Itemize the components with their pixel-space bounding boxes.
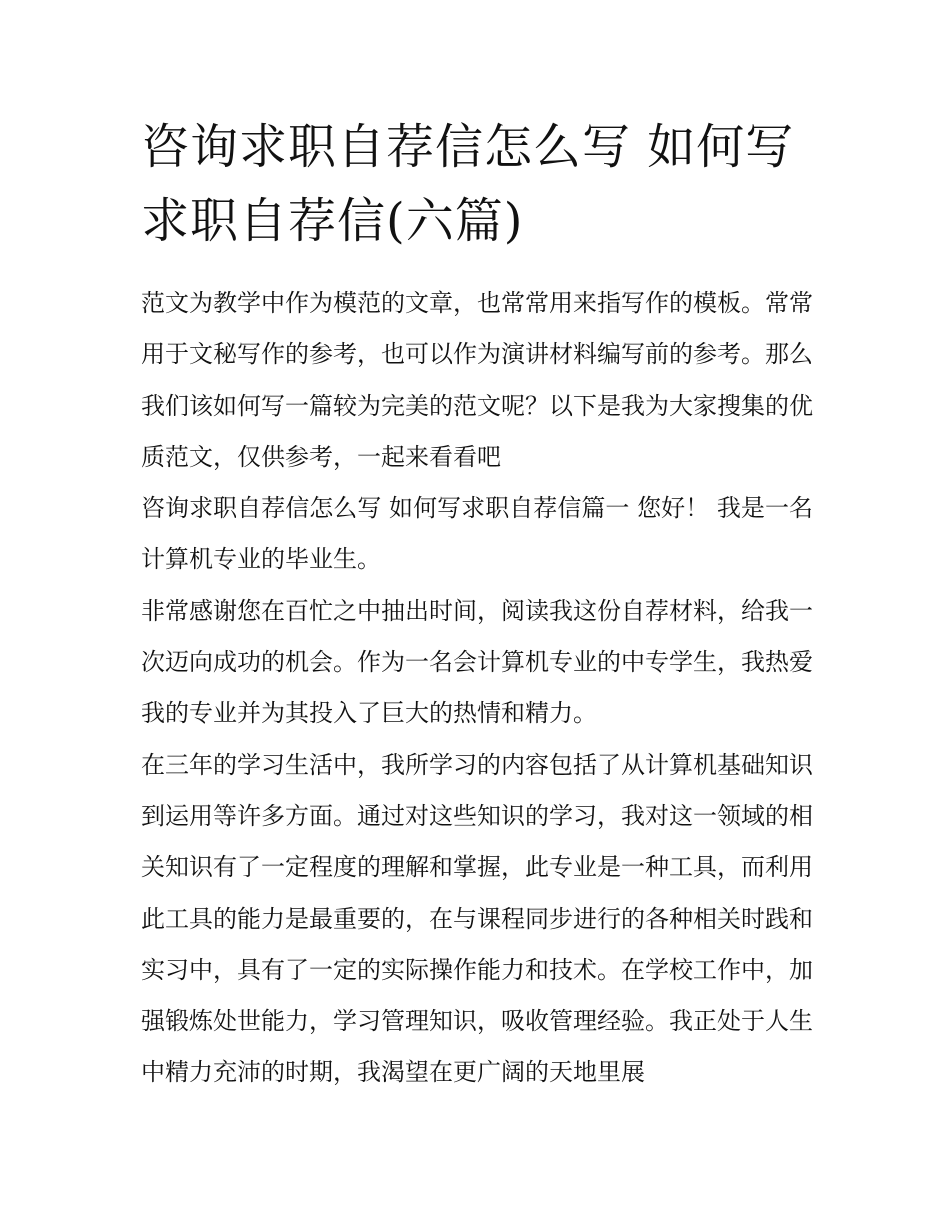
document-page xyxy=(141,110,813,1099)
paragraph-thanks: 非常感谢您在百忙之中抽出时间，阅读我这份自荐材料，给我一次迈向成功的机会。作为一名会计算机专业的中专学生，我热爱我的专业并为其投入了巨大的热情和精力。 xyxy=(141,596,813,728)
paragraph-intro: 范文为教学中作为模范的文章，也常常用来指写作的模板。常常用于文秘写作的参考，也可以作为演讲材料编写前的参考。那么我们该如何写一篇较为完美的范文呢？以下是我为大家搜集的优质范文，仅供参考，一起来看看吧 xyxy=(141,289,813,471)
paragraph-study: 在三年的学习生活中，我所学习的内容包括了从计算机基础知识到运用等许多方面。通过对这些知识的学习，我对这一领域的相关知识有了一定程度的理解和掌握，此专业是一种工具，而利用此工具的能力是最重要的，在与课程同步进行的各种相关时践和实习中，具有了一定的实际操作能力和技术。在学校工作中，加强锻炼处世能力，学习管理知识，吸收管理经验。我正处于人生中精力充沛的时期，我渴望在更广阔的天地里展 xyxy=(141,750,813,1087)
paragraph-greeting: 咨询求职自荐信怎么写 如何写求职自荐信篇一 您好！ 我是一名计算机专业的毕业生。 xyxy=(141,494,813,574)
document-title: 咨询求职自荐信怎么写 如何写求职自荐信(六篇) xyxy=(141,119,795,249)
